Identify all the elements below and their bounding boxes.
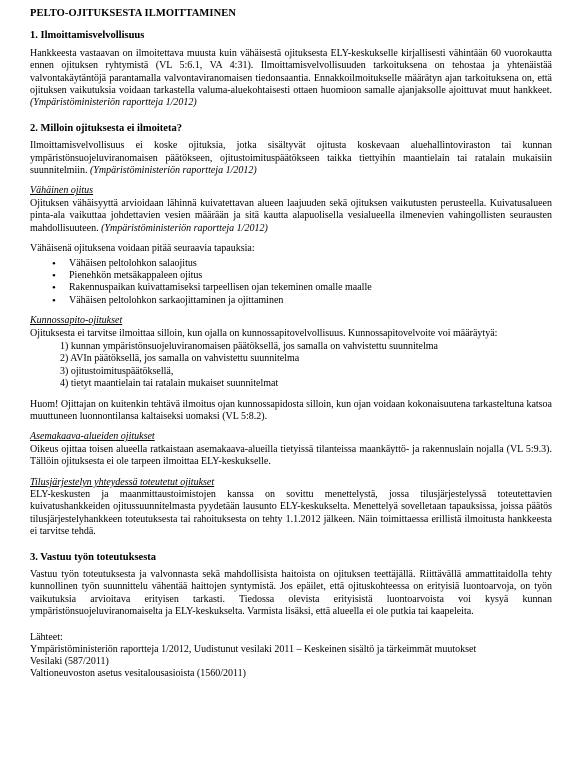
section-1-text: Hankkeesta vastaavan on ilmoitettava muusta kuin vähäisestä ojituksesta ELY-keskukselle kirjallisesti vähintään 60 vuorokautta ennen ojituksen ryhtymistä (VL 5:6.1, VA 4:31). Ilmoittamisvelvollisuuden tarkoituksena on tehostaa ja yhtenäistää valvontakäytäntöjä parantamalla valvontaviranomaisen tiedonsaantia. Ennakkoilmoitukselle määrätyn ajan tarkoituksena on, että ojituksen vaikutuksia voidaan tarkastella valuma-aluekohtaisesti ottaen huomioon samalle ajanjaksolle ajoittuvat muut hankkeet. (Ympäristöministeriön raportteja 1/2012) bbox=[30, 47, 552, 109]
section-1-citation: (Ympäristöministeriön raportteja 1/2012) bbox=[30, 97, 197, 109]
list-item: 3) ojitustoimituspäätöksellä, bbox=[60, 365, 174, 377]
section-3-heading: 3. Vastuu työn toteutuksesta bbox=[30, 551, 157, 563]
section-2-intro: Ilmoittamisvelvollisuus ei koske ojituksia, jotka sisältyvät ojitusta koskevaan aluehallintoviraston tai kunnan ympäristönsuojeluviranomaisen päätökseen, ojitustoimituspäätökseen taikka tiettyihin maantielain tai ratalain mukaisiin suunnitelmiin. (Ympäristöministeriön raportteja 1/2012) bbox=[30, 140, 552, 177]
maintenance-list bbox=[30, 341, 552, 391]
examples-intro: Vähäisenä ojituksena voidaan pitää seuraavia tapauksia: bbox=[30, 243, 255, 255]
reference-item: Ympäristöministeriön raportteja 1/2012, Uudistunut vesilaki 2011 – Keskeinen sisältö ja tärkeimmät muutokset bbox=[30, 643, 477, 655]
references bbox=[30, 632, 552, 681]
section-reporting-obligation bbox=[30, 30, 552, 109]
examples-list bbox=[30, 258, 552, 308]
land-consolidation-title: Tilusjärjestelyn yhteydessä toteutetut ojitukset bbox=[30, 476, 215, 488]
list-item: • Rakennuspaikan kuivattamiseksi tarpeellisen ojan tekeminen omalle maalle bbox=[52, 282, 552, 294]
references-heading: Lähteet: bbox=[30, 631, 63, 643]
zoning-drainage-title: Asemakaava-alueiden ojitukset bbox=[30, 431, 155, 443]
minor-drainage-title: Vähäinen ojitus bbox=[30, 185, 94, 197]
document-title: PELTO-OJITUKSESTA ILMOITTAMINEN bbox=[30, 8, 237, 19]
list-item: 1) kunnan ympäristönsuojeluviranomaisen päätöksellä, jos samalla on vahvistettu suunnitelma bbox=[60, 340, 438, 352]
maintenance-drainage-text: Ojituksesta ei tarvitse ilmoittaa silloin, kun ojalla on kunnossapitovelvollisuus. Kunnossapitovelvoite voi määräytyä: bbox=[30, 327, 498, 339]
list-item: 4) tietyt maantielain tai ratalain mukaiset suunnitelmat bbox=[60, 378, 279, 390]
section-3-text: Vastuu työn toteutuksesta ja valvonnasta sekä mahdollisista haitoista on ojituksen teettäjällä. Riittävällä ammattitaidolla tehty kunnollinen työn suunnittelu vähentää haittojen syntymistä. Jos epäilet, että ojituskohteessa on erityisiä luontoarvoja, on työn vaikutuksia arvioitava erityisen tarkasti. Tiedossa olevista erityisistä luontoarvoista voi kysyä kunnan ympäristönsuojeluviranomaiselta ja ELY-keskukselta. Varmista lisäksi, että alueella ei ole putkia tai kaapeleita. bbox=[30, 569, 552, 618]
section-2-intro-citation: (Ympäristöministeriön raportteja 1/2012) bbox=[90, 165, 257, 177]
list-item: • Pienehkön metsäkappaleen ojitus bbox=[52, 270, 552, 282]
minor-drainage-text: Ojituksen vähäisyyttä arvioidaan lähinnä kuivatettavan alueen laajuuden sekä ojituksen vaikutusten perusteella. Kuivatusalueen pinta-ala vaikuttaa johdettavien vesien määrään ja sitä kautta alapuolisella vesialueella ilmenevien vahingollisten seurausten mahdollisuuteen. (Ympäristöministeriön raportteja 1/2012) bbox=[30, 197, 552, 234]
list-item: • Vähäisen peltolohkon sarkaojittaminen ja ojittaminen bbox=[52, 295, 552, 307]
reference-item: Vesilaki (587/2011) bbox=[30, 656, 109, 668]
section-when-not-reported bbox=[30, 123, 552, 539]
maintenance-note: Huom! Ojittajan on kuitenkin tehtävä ilmoitus ojan kunnossapidosta silloin, kun ojan voidaan kokonaisuutena tarkasteltuna katsoa muuttuneen luonnontilansa kaltaiseksi uomaksi (VL 5:8.2). bbox=[30, 398, 552, 422]
land-consolidation-text: ELY-keskusten ja maanmittaustoimistojen kanssa on sovittu menettelystä, jossa tilusjärjestelyssä toteutettavien kuivatushankkeiden ojitussuunnitelmasta pyydetään lausunto ELY-keskukselta. Menettelyä sovelletaan tapauksissa, joissa päätös tilusjärjestelyhankkeen toteutuksesta tai rahoituksesta on tehty 1.1.2012 jälkeen. Näin toimittaessa erillistä ilmoitusta hankkeesta ei tarvitse tehdä. bbox=[30, 489, 552, 538]
minor-drainage-citation: (Ympäristöministeriön raportteja 1/2012) bbox=[101, 222, 268, 234]
list-item: 2) AVIn päätöksellä, jos samalla on vahvistettu suunnitelma bbox=[60, 353, 300, 365]
reference-item: Valtioneuvoston asetus vesitalousasioista (1560/2011) bbox=[30, 668, 246, 680]
list-item: • Vähäisen peltolohkon salaojitus bbox=[52, 258, 552, 270]
maintenance-drainage-title: Kunnossapito-ojitukset bbox=[30, 315, 123, 327]
section-1-heading: 1. Ilmoittamisvelvollisuus bbox=[30, 30, 145, 42]
section-2-heading: 2. Milloin ojituksesta ei ilmoiteta? bbox=[30, 122, 182, 134]
section-responsibility bbox=[30, 552, 552, 619]
zoning-drainage-text: Oikeus ojittaa toisen alueella ratkaistaan asemakaava-alueilla tietyissä tilanteissa maankäyttö- ja rakennuslain nojalla (VL 5:9.3). Tällöin ojituksesta ei ole tarpeen ilmoittaa ELY-keskukselle. bbox=[30, 443, 552, 468]
